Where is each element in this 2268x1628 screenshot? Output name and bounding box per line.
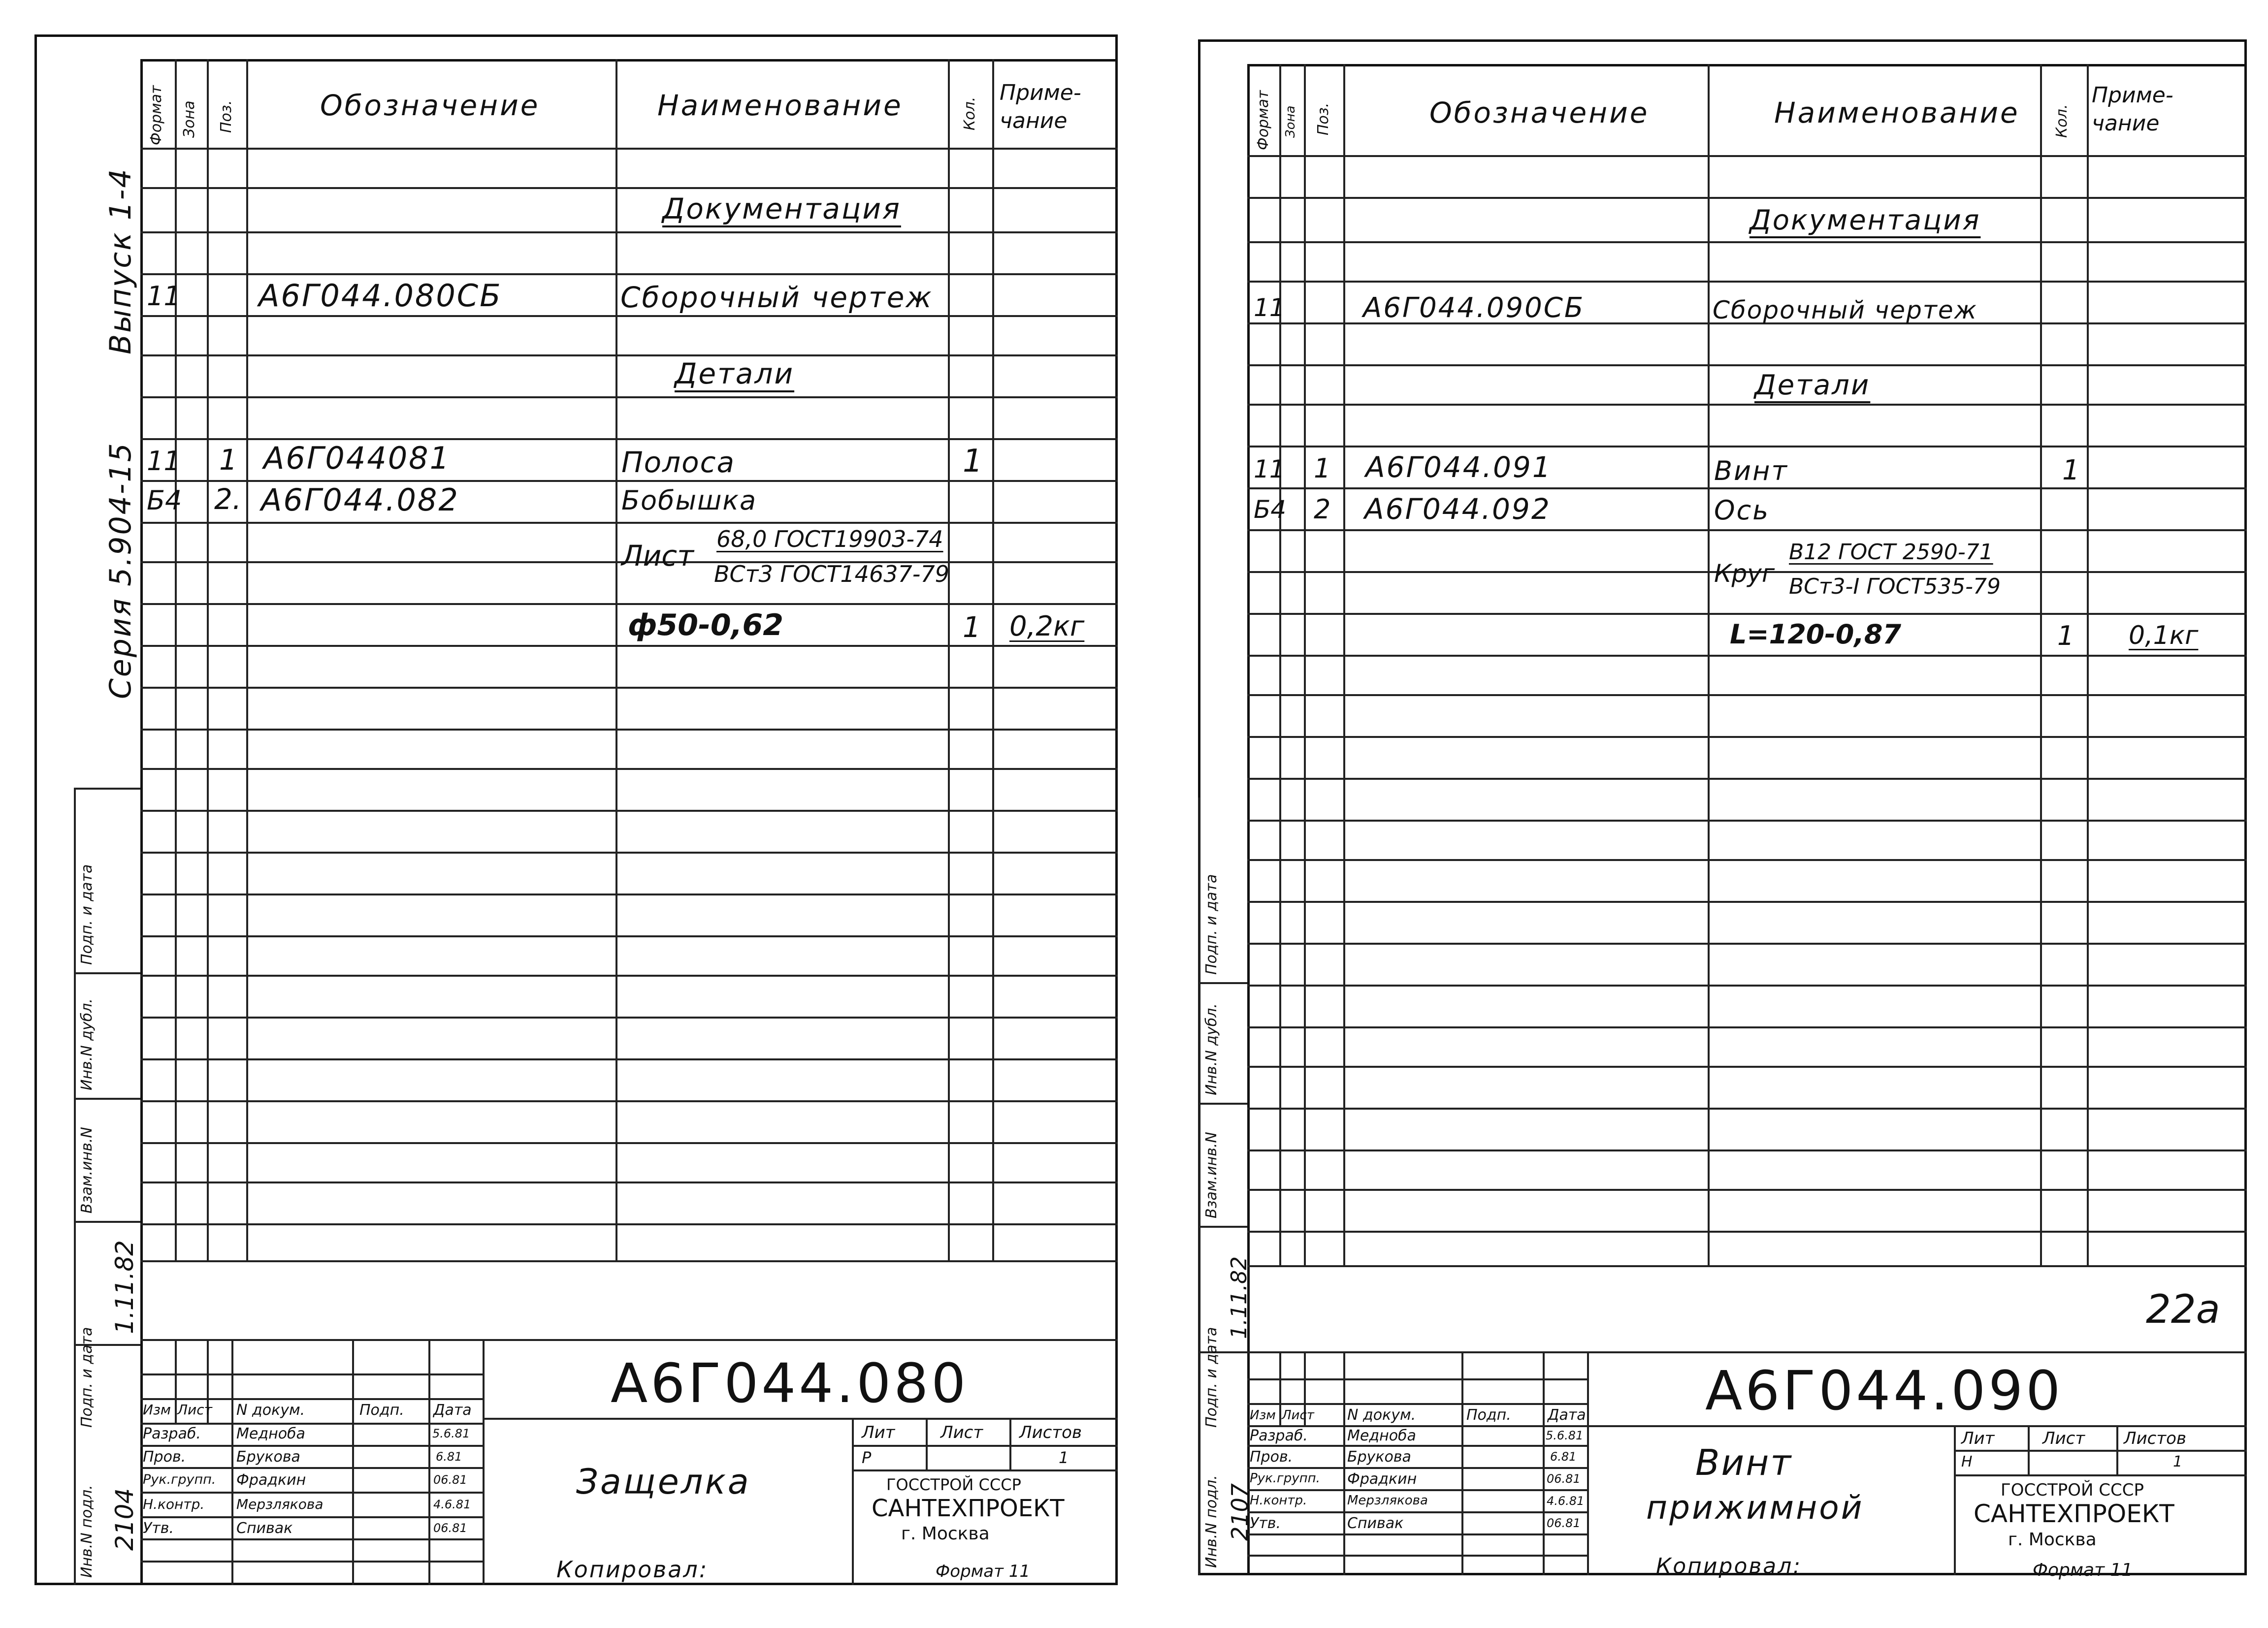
dim-qty: 1 bbox=[2057, 620, 2074, 651]
sheets-label: Листов bbox=[1019, 1423, 1082, 1442]
side-repl-inv: Взам.инв.N bbox=[1203, 1132, 1220, 1218]
header-pos: Поз. bbox=[218, 100, 235, 133]
right-sheet bbox=[1134, 0, 2268, 1628]
col-izm: Изм bbox=[143, 1402, 171, 1418]
assembly-code: А6Г044.080СБ bbox=[259, 278, 502, 314]
header-designation: Обозначение bbox=[1429, 96, 1650, 129]
section-docs: Документация bbox=[1750, 204, 1981, 236]
doc-code: А6Г044.090 bbox=[1705, 1359, 2064, 1422]
part2-pos: 2 bbox=[1314, 494, 1331, 525]
date5: 06.81 bbox=[433, 1521, 467, 1535]
series-label: Серия 5.904-15 bbox=[103, 442, 138, 699]
issue-label: Выпуск 1-4 bbox=[103, 167, 138, 354]
person2: Брукова bbox=[236, 1448, 300, 1466]
material-prefix: Лист bbox=[621, 539, 694, 573]
doc-code: А6Г044.080 bbox=[611, 1352, 969, 1415]
dim-note: 0,1кг bbox=[2129, 621, 2199, 650]
role4: Н.контр. bbox=[143, 1496, 205, 1512]
org-line2: САНТЕХПРОЕКТ bbox=[872, 1495, 1065, 1522]
role2: Пров. bbox=[143, 1448, 186, 1466]
sheet-label: Лист bbox=[940, 1423, 983, 1442]
part1-format: 11 bbox=[1254, 455, 1285, 483]
col-sign: Подп. bbox=[1466, 1406, 1511, 1424]
date4: 4.6.81 bbox=[433, 1498, 471, 1511]
sheets-value: 1 bbox=[2173, 1453, 2183, 1470]
side-inv-dup: Инв.N дубл. bbox=[1203, 1003, 1220, 1095]
part1-name: Полоса bbox=[621, 446, 736, 479]
col-sign: Подп. bbox=[359, 1402, 404, 1419]
dim-qty: 1 bbox=[963, 610, 981, 644]
col-list: Лист bbox=[1282, 1408, 1314, 1423]
doc-title-line2: прижимной bbox=[1646, 1489, 1864, 1527]
dimension: L=120-0,87 bbox=[1730, 619, 1902, 650]
person4: Мерзлякова bbox=[1347, 1493, 1428, 1508]
part1-qty: 1 bbox=[2062, 454, 2080, 486]
date2: 6.81 bbox=[436, 1450, 462, 1464]
material-top: В12 ГОСТ 2590-71 bbox=[1789, 540, 1993, 565]
date1: 5.6.81 bbox=[1546, 1429, 1584, 1442]
sheet-label: Лист bbox=[2042, 1429, 2085, 1448]
col-list: Лист bbox=[177, 1402, 212, 1418]
header-designation: Обозначение bbox=[320, 89, 540, 122]
footer-format: Формат 11 bbox=[936, 1562, 1031, 1581]
role5: Утв. bbox=[143, 1520, 174, 1537]
col-ndoc: N докум. bbox=[236, 1402, 305, 1419]
role1: Разраб. bbox=[1250, 1427, 1308, 1444]
header-name: Наименование bbox=[1774, 96, 2020, 129]
header-qty: Кол. bbox=[2053, 104, 2071, 138]
role5: Утв. bbox=[1250, 1515, 1281, 1532]
person1: Медноба bbox=[236, 1425, 305, 1442]
person3: Фрадкин bbox=[236, 1471, 306, 1489]
side-sign-date: Подп. и дата bbox=[78, 1327, 96, 1428]
lit-label: Лит bbox=[862, 1423, 895, 1442]
person3: Фрадкин bbox=[1347, 1470, 1417, 1488]
side-sign-date: Подп. и дата bbox=[1203, 1327, 1220, 1428]
col-date: Дата bbox=[1548, 1406, 1586, 1424]
doc-title: Защелка bbox=[576, 1462, 751, 1502]
part1-pos: 1 bbox=[1314, 453, 1331, 484]
date1: 5.6.81 bbox=[432, 1427, 470, 1440]
header-pos: Поз. bbox=[1315, 102, 1332, 135]
side-inv-orig: Инв.N подл. bbox=[1203, 1475, 1220, 1568]
date5: 06.81 bbox=[1547, 1516, 1581, 1530]
material-prefix: Круг bbox=[1714, 559, 1775, 588]
side-sign-date2: Подп. и дата bbox=[78, 864, 96, 965]
assembly-format: 11 bbox=[147, 281, 181, 312]
date3: 06.81 bbox=[1547, 1472, 1581, 1486]
org-line3: г. Москва bbox=[2008, 1530, 2097, 1550]
section-parts: Детали bbox=[1754, 369, 1871, 401]
org-line2: САНТЕХПРОЕКТ bbox=[1974, 1500, 2174, 1528]
section-docs: Документация bbox=[662, 192, 901, 225]
footer-format: Формат 11 bbox=[2033, 1560, 2133, 1580]
part1-format: 11 bbox=[147, 446, 181, 477]
col-izm: Изм bbox=[1250, 1408, 1276, 1423]
assembly-format: 11 bbox=[1254, 293, 1285, 322]
footer-copied: Копировал: bbox=[556, 1556, 709, 1583]
dimension: ф50-0,62 bbox=[628, 608, 783, 642]
header-qty: Кол. bbox=[961, 96, 978, 130]
material-bottom: ВСт3 ГОСТ14637-79 bbox=[714, 561, 949, 587]
assembly-name: Сборочный чертеж bbox=[1713, 296, 1977, 324]
part1-name: Винт bbox=[1714, 455, 1788, 486]
doc-title-line1: Винт bbox=[1695, 1442, 1793, 1483]
material-top: 68,0 ГОСТ19903-74 bbox=[716, 526, 943, 552]
section-parts: Детали bbox=[675, 357, 795, 390]
inv-number: 2104 bbox=[110, 1488, 139, 1551]
part2-format: Б4 bbox=[147, 485, 182, 516]
part2-name: Бобышка bbox=[621, 485, 757, 516]
person2: Брукова bbox=[1347, 1448, 1411, 1466]
col-date: Дата bbox=[433, 1402, 472, 1419]
dim-note: 0,2кг bbox=[1009, 610, 1085, 642]
inv-number: 2107 bbox=[1227, 1483, 1253, 1541]
header-zone: Зона bbox=[181, 100, 198, 138]
role3: Рук.групп. bbox=[143, 1472, 216, 1487]
org-line1: ГОССТРОЙ СССР bbox=[886, 1475, 1021, 1494]
lit-value: Р bbox=[862, 1448, 872, 1467]
person4: Мерзлякова bbox=[236, 1496, 324, 1512]
role2: Пров. bbox=[1250, 1448, 1293, 1466]
date3: 06.81 bbox=[433, 1473, 467, 1487]
role4: Н.контр. bbox=[1250, 1493, 1307, 1508]
part2-code: А6Г044.092 bbox=[1364, 492, 1551, 526]
lit-value: Н bbox=[1961, 1453, 1973, 1470]
part2-name: Ось bbox=[1714, 495, 1770, 526]
sheets-value: 1 bbox=[1059, 1448, 1069, 1467]
sign-date-value: 1.11.82 bbox=[1227, 1256, 1252, 1339]
date4: 4.6.81 bbox=[1547, 1494, 1585, 1508]
role3: Рук.групп. bbox=[1250, 1471, 1320, 1486]
side-inv-orig: Инв.N подл. bbox=[78, 1485, 96, 1578]
part2-format: Б4 bbox=[1254, 495, 1287, 524]
header-note: Приме- чание bbox=[2092, 83, 2173, 136]
person5: Спивак bbox=[1347, 1515, 1404, 1532]
header-name: Наименование bbox=[657, 89, 903, 122]
role1: Разраб. bbox=[143, 1425, 201, 1442]
side-inv-dup: Инв.N дубл. bbox=[78, 998, 96, 1090]
page-mark: 22а bbox=[2146, 1286, 2220, 1332]
org-line3: г. Москва bbox=[901, 1524, 990, 1544]
part2-code: А6Г044.082 bbox=[261, 482, 459, 518]
part1-pos: 1 bbox=[219, 443, 237, 477]
header-format: Формат bbox=[148, 85, 165, 145]
date2: 6.81 bbox=[1550, 1450, 1577, 1464]
material-bottom: ВСт3-I ГОСТ535-79 bbox=[1789, 574, 2001, 599]
header-note: Приме- чание bbox=[1000, 80, 1081, 134]
side-sign-date2: Подп. и дата bbox=[1203, 874, 1220, 975]
assembly-name: Сборочный чертеж bbox=[620, 281, 933, 314]
assembly-code: А6Г044.090СБ bbox=[1363, 292, 1585, 324]
person5: Спивак bbox=[236, 1520, 293, 1537]
header-zone: Зона bbox=[1283, 105, 1298, 138]
part2-pos: 2. bbox=[214, 482, 242, 516]
side-repl-inv: Взам.инв.N bbox=[78, 1127, 96, 1213]
part1-code: А6Г044.091 bbox=[1365, 450, 1552, 484]
header-format: Формат bbox=[1255, 90, 1272, 150]
org-line1: ГОССТРОЙ СССР bbox=[2001, 1480, 2144, 1500]
sheets-label: Листов bbox=[2124, 1429, 2187, 1448]
person1: Медноба bbox=[1347, 1427, 1416, 1444]
footer-copied: Копировал: bbox=[1656, 1554, 1802, 1579]
sign-date-value: 1.11.82 bbox=[110, 1240, 139, 1334]
lit-label: Лит bbox=[1961, 1429, 1995, 1448]
part1-code: А6Г044081 bbox=[263, 440, 451, 476]
col-ndoc: N докум. bbox=[1347, 1406, 1416, 1424]
part1-qty: 1 bbox=[963, 443, 983, 479]
